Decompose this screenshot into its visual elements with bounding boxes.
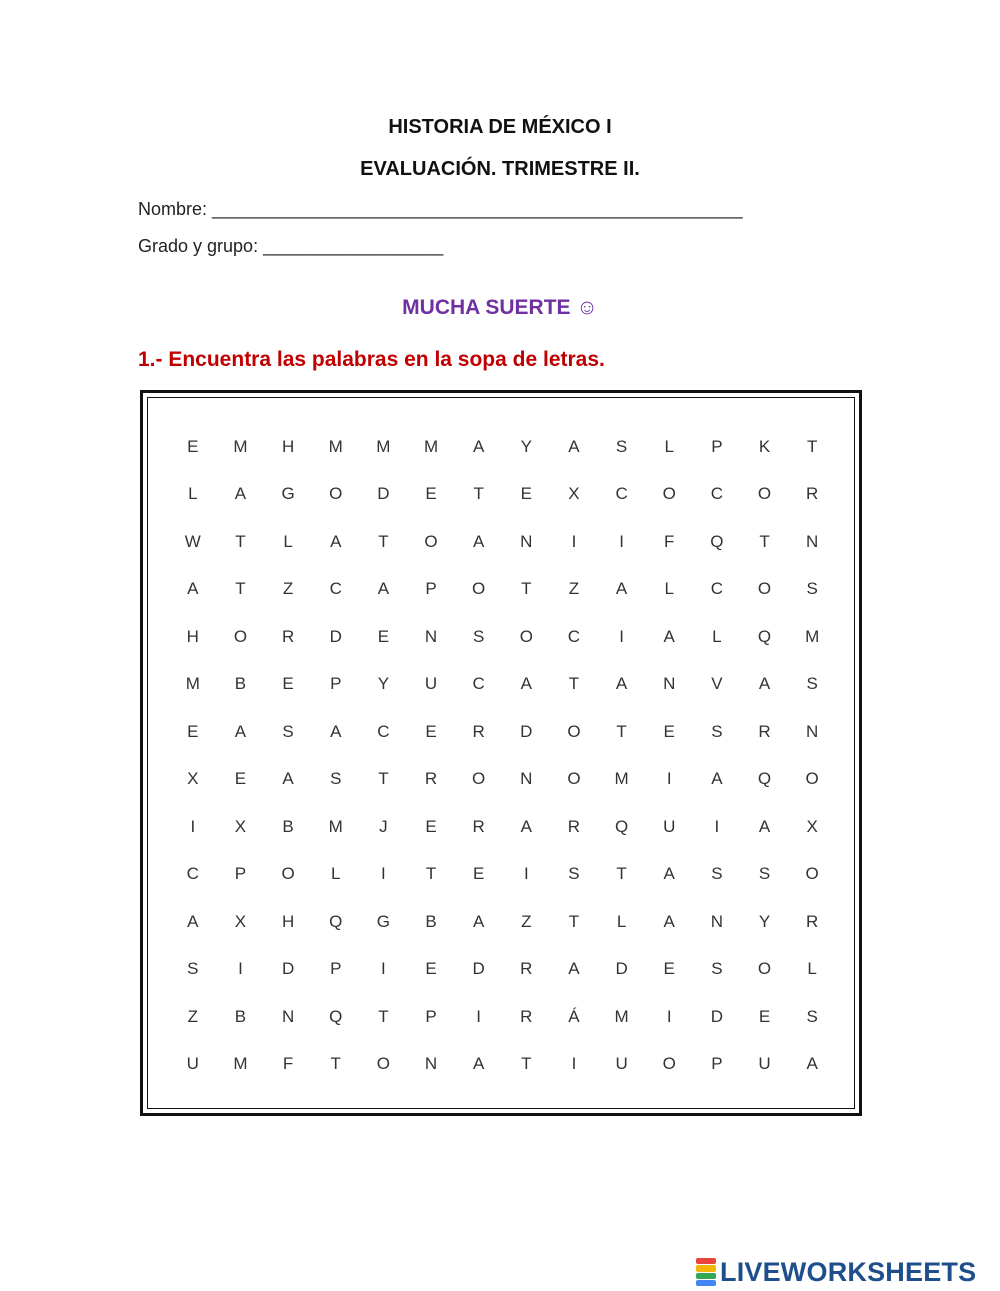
letter-cell[interactable]: O xyxy=(662,1054,676,1074)
logo-block xyxy=(696,1265,716,1271)
letter-cell[interactable]: C xyxy=(186,864,199,884)
letter-cell[interactable]: H xyxy=(281,911,295,931)
letter-cell[interactable]: T xyxy=(759,531,770,551)
letter-cell[interactable]: A xyxy=(520,674,532,694)
letter-cell[interactable]: O xyxy=(567,769,581,789)
letter-cell[interactable]: A xyxy=(282,769,294,789)
word-search-grid xyxy=(169,423,836,1088)
letter-cell[interactable]: Q xyxy=(329,911,343,931)
letter-cell[interactable]: A xyxy=(187,911,199,931)
letter-cell[interactable]: X xyxy=(234,911,247,931)
letter-cell[interactable]: L xyxy=(664,436,674,456)
letter-cell[interactable]: S xyxy=(472,626,485,646)
letter-cell[interactable]: I xyxy=(190,816,196,836)
letter-cell[interactable]: U xyxy=(663,816,676,836)
letter-cell[interactable]: L xyxy=(712,626,722,646)
letter-cell[interactable]: E xyxy=(187,721,199,741)
letter-cell[interactable]: H xyxy=(281,436,295,456)
logo-block xyxy=(696,1258,716,1264)
letter-cell[interactable]: F xyxy=(282,1054,294,1074)
letter-cell[interactable]: S xyxy=(282,721,294,741)
letter-cell[interactable]: E xyxy=(758,1006,771,1026)
letter-cell[interactable]: O xyxy=(805,864,819,884)
letter-cell[interactable]: C xyxy=(710,484,723,504)
letter-cell[interactable]: I xyxy=(666,1006,672,1026)
letter-cell[interactable]: C xyxy=(472,674,485,694)
letter-cell[interactable]: C xyxy=(567,626,581,646)
letter-cell[interactable]: T xyxy=(568,911,580,931)
letter-cell[interactable]: R xyxy=(424,769,438,789)
letter-cell[interactable]: A xyxy=(330,721,342,741)
letter-cell[interactable]: T xyxy=(330,1054,341,1074)
letter-cell[interactable]: I xyxy=(523,864,529,884)
letter-cell[interactable]: X xyxy=(187,769,199,789)
letter-cell[interactable]: O xyxy=(757,484,772,504)
letter-cell[interactable]: T xyxy=(235,531,246,551)
letter-cell[interactable]: U xyxy=(186,1054,199,1074)
letter-cell[interactable]: R xyxy=(281,626,295,646)
letter-cell[interactable]: P xyxy=(425,1006,437,1026)
letter-cell[interactable]: D xyxy=(615,959,628,979)
letter-cell[interactable]: P xyxy=(234,864,247,884)
letter-cell[interactable]: R xyxy=(472,721,485,741)
letter-cell[interactable]: O xyxy=(329,484,343,504)
brand-watermark xyxy=(696,1255,976,1289)
name-field: Nombre: _____________________________________________________ xyxy=(138,199,743,219)
letter-cell[interactable]: S xyxy=(568,864,580,884)
letter-cell[interactable]: M xyxy=(376,436,391,456)
letter-cell[interactable]: Q xyxy=(757,769,772,789)
letter-cell[interactable]: A xyxy=(758,816,771,836)
letter-cell[interactable]: E xyxy=(282,674,294,694)
letter-cell[interactable]: D xyxy=(520,721,533,741)
page-title: HISTORIA DE MÉXICO I xyxy=(388,116,612,138)
letter-cell[interactable]: A xyxy=(663,864,675,884)
letter-cell[interactable]: O xyxy=(281,864,295,884)
letter-cell[interactable]: P xyxy=(330,959,342,979)
letter-cell[interactable]: I xyxy=(238,959,243,979)
letter-cell[interactable]: Y xyxy=(758,911,771,931)
letter-cell[interactable]: L xyxy=(664,579,674,599)
letter-cell[interactable]: O xyxy=(567,721,581,741)
letter-cell[interactable]: A xyxy=(806,1054,818,1074)
letter-cell[interactable]: C xyxy=(710,579,723,599)
letter-cell[interactable]: A xyxy=(472,436,485,456)
letter-cell[interactable]: A xyxy=(234,721,247,741)
letter-cell[interactable]: A xyxy=(234,484,247,504)
letter-cell[interactable]: C xyxy=(329,579,342,599)
letter-cell[interactable]: P xyxy=(425,579,437,599)
letter-cell[interactable]: J xyxy=(379,816,388,836)
letter-cell[interactable]: A xyxy=(663,626,675,646)
letter-cell[interactable]: S xyxy=(758,864,771,884)
letter-cell[interactable]: B xyxy=(234,1006,247,1026)
letter-cell[interactable]: L xyxy=(807,959,817,979)
letter-cell[interactable]: O xyxy=(472,579,486,599)
letter-cell[interactable]: E xyxy=(234,769,247,789)
letter-cell[interactable]: N xyxy=(520,769,533,789)
letter-cell[interactable]: N xyxy=(424,1054,438,1074)
letter-cell[interactable]: M xyxy=(233,1054,248,1074)
letter-cell[interactable]: I xyxy=(619,531,624,551)
logo-block xyxy=(696,1273,716,1279)
letter-cell[interactable]: S xyxy=(806,1006,818,1026)
letter-cell[interactable]: T xyxy=(473,484,484,504)
letter-cell[interactable]: U xyxy=(424,674,438,694)
letter-cell[interactable]: I xyxy=(571,1054,577,1074)
letter-cell[interactable]: T xyxy=(378,1006,389,1026)
letter-cell[interactable]: O xyxy=(424,531,438,551)
letter-cell[interactable]: S xyxy=(806,674,818,694)
letter-cell[interactable]: E xyxy=(472,864,485,884)
letter-cell[interactable]: I xyxy=(571,531,577,551)
letter-cell[interactable]: M xyxy=(328,816,343,836)
letter-cell[interactable]: N xyxy=(281,1006,295,1026)
letter-cell[interactable]: O xyxy=(376,1054,390,1074)
letter-cell[interactable]: K xyxy=(758,436,771,456)
logo-block xyxy=(696,1280,716,1286)
letter-cell[interactable]: O xyxy=(233,626,248,646)
letter-cell[interactable]: S xyxy=(711,864,723,884)
letter-cell[interactable]: T xyxy=(425,864,437,884)
letter-cell[interactable]: D xyxy=(377,484,390,504)
letter-cell[interactable]: T xyxy=(616,721,627,741)
letter-cell[interactable]: Q xyxy=(614,816,629,836)
letter-cell[interactable]: A xyxy=(330,531,342,551)
letter-cell[interactable]: D xyxy=(710,1006,723,1026)
letter-cell[interactable]: A xyxy=(472,1054,485,1074)
letter-cell[interactable]: Q xyxy=(710,531,724,551)
letter-cell[interactable]: R xyxy=(520,959,533,979)
liveworksheets-logo-icon xyxy=(696,1258,716,1286)
letter-cell[interactable]: A xyxy=(568,959,580,979)
letter-cell[interactable]: A xyxy=(472,911,485,931)
letter-cell[interactable]: O xyxy=(757,579,772,599)
letter-cell[interactable]: Q xyxy=(329,1006,343,1026)
letter-cell[interactable]: C xyxy=(615,484,628,504)
letter-cell[interactable]: T xyxy=(378,769,389,789)
letter-cell[interactable]: D xyxy=(281,959,295,979)
letter-cell[interactable]: L xyxy=(616,911,627,931)
letter-cell[interactable]: T xyxy=(616,864,627,884)
letter-cell[interactable]: I xyxy=(619,626,624,646)
letter-cell[interactable]: T xyxy=(806,436,818,456)
letter-cell[interactable]: Z xyxy=(568,579,580,599)
letter-cell[interactable]: H xyxy=(186,626,199,646)
letter-cell[interactable]: U xyxy=(615,1054,628,1074)
letter-cell[interactable]: S xyxy=(711,959,723,979)
letter-cell[interactable]: X xyxy=(806,816,818,836)
letter-cell[interactable]: Q xyxy=(757,626,772,646)
letter-cell[interactable]: S xyxy=(615,436,628,456)
letter-cell[interactable]: A xyxy=(472,531,485,551)
letter-cell[interactable]: M xyxy=(185,674,200,694)
letter-cell[interactable]: S xyxy=(330,769,342,789)
letter-cell[interactable]: M xyxy=(233,436,248,456)
letter-cell[interactable]: T xyxy=(235,579,246,599)
letter-cell[interactable]: R xyxy=(520,1006,533,1026)
letter-cell[interactable]: N xyxy=(424,626,438,646)
letter-cell[interactable]: T xyxy=(521,579,532,599)
instruction-heading: 1.- Encuentra las palabras en la sopa de letras. xyxy=(138,348,605,371)
letter-cell[interactable]: E xyxy=(663,721,675,741)
letter-cell[interactable]: T xyxy=(521,1054,532,1074)
letter-cell[interactable]: R xyxy=(806,484,819,504)
letter-cell[interactable]: Z xyxy=(282,579,294,599)
letter-cell[interactable]: I xyxy=(666,769,672,789)
letter-cell[interactable]: M xyxy=(423,436,439,456)
letter-cell[interactable]: E xyxy=(663,959,675,979)
letter-cell[interactable]: O xyxy=(472,769,486,789)
letter-cell[interactable]: I xyxy=(476,1006,482,1026)
letter-cell[interactable]: T xyxy=(568,674,580,694)
letter-cell[interactable]: B xyxy=(425,911,437,931)
letter-cell[interactable]: E xyxy=(425,721,437,741)
letter-cell[interactable]: Z xyxy=(521,911,532,931)
letter-cell[interactable]: L xyxy=(188,484,198,504)
letter-cell[interactable]: R xyxy=(472,816,485,836)
grade-group-field: Grado y grupo: __________________ xyxy=(138,236,444,256)
letter-cell[interactable]: B xyxy=(234,674,247,694)
letter-cell[interactable]: E xyxy=(187,436,199,456)
letter-cell[interactable]: G xyxy=(376,911,390,931)
letter-cell[interactable]: A xyxy=(615,674,628,694)
letter-cell[interactable]: R xyxy=(758,721,771,741)
letter-cell[interactable]: A xyxy=(758,674,771,694)
letter-cell[interactable]: A xyxy=(520,816,532,836)
letter-cell[interactable]: N xyxy=(806,721,819,741)
letter-cell[interactable]: I xyxy=(381,959,386,979)
letter-cell[interactable]: C xyxy=(377,721,390,741)
letter-cell[interactable]: A xyxy=(187,579,199,599)
letter-cell[interactable]: E xyxy=(520,484,532,504)
letter-cell[interactable]: A xyxy=(615,579,628,599)
letter-cell[interactable]: E xyxy=(425,484,437,504)
letter-cell[interactable]: F xyxy=(664,531,675,551)
letter-cell[interactable]: G xyxy=(281,484,295,504)
letter-cell[interactable]: Y xyxy=(377,674,390,694)
letter-cell[interactable]: L xyxy=(331,864,341,884)
letter-cell[interactable]: M xyxy=(805,626,820,646)
letter-cell[interactable]: P xyxy=(711,436,723,456)
brand-name: LIVEWORKSHEETS xyxy=(720,1256,977,1287)
letter-cell[interactable]: M xyxy=(614,1006,629,1026)
letter-cell[interactable]: A xyxy=(663,911,675,931)
letter-cell[interactable]: A xyxy=(568,436,580,456)
letter-cell[interactable]: Y xyxy=(520,436,532,456)
letter-cell[interactable]: Á xyxy=(568,1006,580,1026)
letter-cell[interactable]: T xyxy=(378,531,389,551)
letter-cell[interactable]: E xyxy=(377,626,390,646)
letter-cell[interactable]: A xyxy=(377,579,390,599)
good-luck-message: MUCHA SUERTE ☺ xyxy=(402,296,598,319)
letter-cell[interactable]: E xyxy=(425,959,437,979)
letter-cell[interactable]: N xyxy=(520,531,533,551)
letter-cell[interactable]: D xyxy=(472,959,485,979)
letter-cell[interactable]: E xyxy=(425,816,437,836)
letter-cell[interactable]: O xyxy=(519,626,533,646)
letter-cell[interactable]: U xyxy=(758,1054,771,1074)
letter-cell[interactable]: L xyxy=(283,531,293,551)
letter-cell[interactable]: B xyxy=(282,816,294,836)
letter-cell[interactable]: N xyxy=(806,531,819,551)
letter-cell[interactable]: N xyxy=(710,911,723,931)
letter-cell[interactable]: S xyxy=(806,579,818,599)
letter-cell[interactable]: M xyxy=(614,769,629,789)
letter-cell[interactable]: X xyxy=(234,816,247,836)
letter-cell[interactable]: A xyxy=(711,769,723,789)
letter-cell[interactable]: V xyxy=(711,674,723,694)
letter-cell[interactable]: I xyxy=(714,816,720,836)
letter-cell[interactable]: N xyxy=(663,674,676,694)
letter-cell[interactable]: W xyxy=(184,531,201,551)
letter-cell[interactable]: P xyxy=(711,1054,723,1074)
page-subtitle: EVALUACIÓN. TRIMESTRE II. xyxy=(360,158,640,180)
letter-cell[interactable]: R xyxy=(567,816,581,836)
letter-cell[interactable]: O xyxy=(805,769,819,789)
letter-cell[interactable]: O xyxy=(757,959,772,979)
letter-cell[interactable]: R xyxy=(806,911,819,931)
letter-cell[interactable]: D xyxy=(329,626,342,646)
letter-cell[interactable]: P xyxy=(330,674,342,694)
letter-cell[interactable]: Z xyxy=(187,1006,199,1026)
letter-cell[interactable]: M xyxy=(328,436,343,456)
letter-cell[interactable]: I xyxy=(381,864,386,884)
letter-cell[interactable]: O xyxy=(662,484,676,504)
letter-cell[interactable]: X xyxy=(568,484,580,504)
letter-cell[interactable]: S xyxy=(711,721,723,741)
letter-cell[interactable]: S xyxy=(187,959,199,979)
